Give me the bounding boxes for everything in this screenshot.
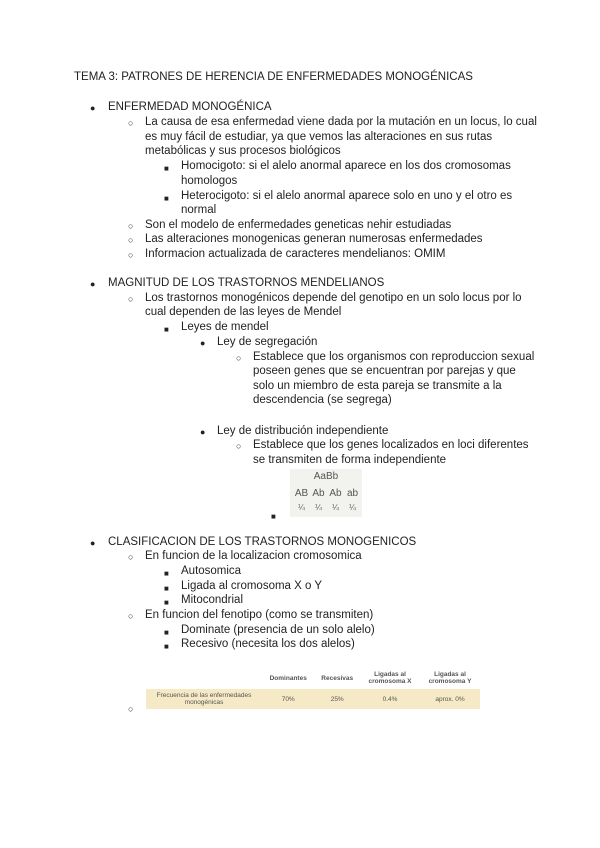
- table-header: [146, 667, 262, 689]
- text-line: Los trastornos monogénicos depende del genotipo en un solo locus por lo: [145, 292, 522, 304]
- text-line: normal: [181, 204, 217, 216]
- bullet-square: ■: [164, 628, 169, 637]
- bullet-disc: ●: [200, 338, 206, 348]
- text-line: Ley de segregación: [217, 336, 318, 348]
- text-line: Autosomica: [181, 565, 242, 577]
- text-line: En funcion de la localizacion cromosomica: [145, 550, 362, 562]
- section-heading-monogenica: ENFERMEDAD MONOGÉNICA: [108, 101, 272, 113]
- text-line: La causa de esa enfermedad viene dada por la mutación en un locus, lo cual: [145, 116, 537, 128]
- bullet-circle: ○: [128, 221, 134, 231]
- text-line: Mitocondrial: [181, 594, 243, 606]
- gamete-label: Ab: [312, 488, 325, 499]
- segregation-image: [290, 469, 362, 517]
- text-line: Leyes de mendel: [181, 321, 269, 333]
- bullet-square: ■: [164, 164, 169, 173]
- bullet-circle: ○: [236, 441, 242, 451]
- bullet-square: ■: [164, 642, 169, 651]
- bullet-circle: ○: [128, 611, 134, 621]
- table-cell: Frecuencia de las enfermedades monogénicas: [146, 689, 262, 709]
- bullet-square: ■: [164, 194, 169, 203]
- bullet-circle: ○: [128, 552, 134, 562]
- text-line: poseen genes que se encuentran por parejas y que: [253, 365, 516, 377]
- text-line: descendencia (se segrega): [253, 394, 392, 406]
- gamete-fraction: ¼: [332, 503, 339, 512]
- table-header: Ligadas al cromosoma X: [368, 671, 412, 685]
- bullet-circle: ○: [128, 704, 134, 714]
- bullet-disc: ●: [90, 279, 96, 289]
- bullet-square: ■: [164, 598, 169, 607]
- table-cell: 25%: [314, 689, 360, 709]
- table-row: [146, 689, 480, 709]
- gamete-fraction: ¼: [315, 503, 322, 512]
- text-line: homologos: [181, 175, 238, 187]
- bullet-square: ■: [164, 584, 169, 593]
- text-line: Heterocigoto: si el alelo anormal aparece solo en uno y el otro es: [181, 190, 513, 202]
- image-genotype: AaBb: [313, 471, 339, 482]
- frequency-table: [146, 667, 480, 709]
- text-line: Establece que los organismos con reproduccion sexual: [253, 351, 535, 363]
- table-cell: 70%: [262, 689, 314, 709]
- text-line: Recesivo (necesita los dos alelos): [181, 638, 355, 650]
- gamete-fraction: ¼: [298, 503, 305, 512]
- text-line: cual dependen de las leyes de Mendel: [145, 306, 342, 318]
- bullet-disc: ●: [200, 427, 206, 437]
- text-line: es muy fácil de estudiar, ya que vemos las alteraciones en sus rutas: [145, 131, 493, 143]
- text-line: Las alteraciones monogenicas generan numerosas enfermedades: [145, 233, 483, 245]
- gamete-label: ab: [346, 488, 359, 499]
- gamete-label: AB: [294, 488, 309, 499]
- text-line: Ligada al cromosoma X o Y: [181, 580, 323, 592]
- gamete-label: Ab: [329, 488, 342, 499]
- bullet-circle: ○: [128, 118, 134, 128]
- bullet-square: ■: [164, 569, 169, 578]
- text-line: metabólicas y sus procesos biológicos: [145, 145, 341, 157]
- bullet-disc: ●: [90, 103, 96, 113]
- bullet-square: ■: [271, 512, 276, 521]
- bullet-square: ■: [164, 325, 169, 334]
- page-title: TEMA 3: PATRONES DE HERENCIA DE ENFERMEDADES MONOGÉNICAS: [74, 71, 473, 83]
- table-cell: 0.4%: [360, 689, 420, 709]
- table-header: Dominantes: [269, 674, 307, 682]
- table-header-row: [146, 667, 480, 689]
- text-line: solo un miembro de esta pareja se transmite a la: [253, 380, 502, 392]
- bullet-circle: ○: [236, 353, 242, 363]
- text-line: Establece que los genes localizados en loci diferentes: [253, 439, 529, 451]
- gamete-fraction: ¼: [349, 503, 356, 512]
- bullet-circle: ○: [128, 294, 134, 304]
- table-header: Recesivas: [321, 674, 354, 682]
- section-heading-magnitud: MAGNITUD DE LOS TRASTORNOS MENDELIANOS: [108, 277, 385, 289]
- table-header: Ligadas al cromosoma Y: [428, 671, 472, 685]
- section-heading-clasificacion: CLASIFICACION DE LOS TRASTORNOS MONOGENICOS: [108, 536, 417, 548]
- text-line: En funcion del fenotipo (como se transmiten): [145, 609, 374, 621]
- text-line: Ley de distribución independiente: [217, 425, 389, 437]
- text-line: Informacion actualizada de caracteres mendelianos: OMIM: [145, 248, 446, 260]
- bullet-disc: ●: [90, 538, 96, 548]
- bullet-circle: ○: [128, 250, 134, 260]
- text-line: se transmiten de forma independiente: [253, 454, 447, 466]
- text-line: Son el modelo de enfermedades geneticas nehir estudiadas: [145, 219, 452, 231]
- bullet-circle: ○: [128, 235, 134, 245]
- text-line: Homocigoto: si el alelo anormal aparece en los dos cromosomas: [181, 160, 511, 172]
- text-line: Dominate (presencia de un solo alelo): [181, 624, 375, 636]
- table-cell: aprox. 0%: [420, 689, 480, 709]
